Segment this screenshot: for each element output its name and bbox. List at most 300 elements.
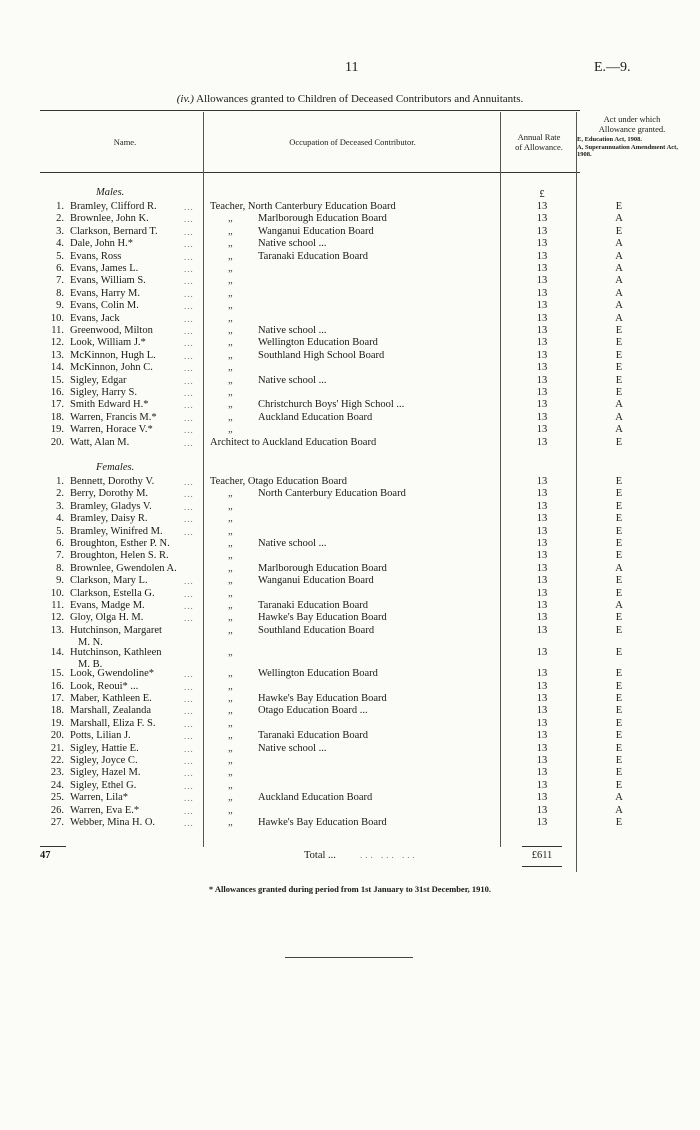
ditto-mark: „ bbox=[228, 488, 233, 500]
table-row bbox=[0, 817, 700, 829]
child-name-continuation: M. B. bbox=[78, 658, 103, 670]
row-number: 20. bbox=[50, 730, 64, 742]
ditto-mark: „ bbox=[228, 325, 233, 336]
act-code: E bbox=[615, 488, 623, 500]
act-code: E bbox=[615, 349, 623, 361]
child-name: Warren, Horace V.* bbox=[70, 424, 153, 436]
name-leader-dots: ... bbox=[184, 756, 194, 766]
child-name: Sigley, Harry S. bbox=[70, 387, 137, 398]
child-name: Evans, Madge M. bbox=[70, 600, 145, 611]
ditto-mark: „ bbox=[228, 575, 233, 587]
annual-rate: 13 bbox=[536, 562, 548, 574]
ditto-mark: „ bbox=[228, 424, 233, 436]
row-number: 2. bbox=[56, 213, 64, 225]
name-leader-dots: ... bbox=[184, 694, 194, 704]
table-row bbox=[0, 238, 700, 250]
occupation: Marlborough Education Board bbox=[258, 213, 387, 225]
name-leader-dots: ... bbox=[184, 718, 194, 729]
name-leader-dots: ... bbox=[184, 326, 194, 336]
row-number: 22. bbox=[50, 755, 64, 766]
child-name: Look, Reoui* ... bbox=[70, 680, 139, 692]
annual-rate: 13 bbox=[536, 755, 548, 766]
act-code: E bbox=[615, 325, 623, 336]
child-name: Evans, Colin M. bbox=[70, 300, 139, 312]
annual-rate: 13 bbox=[536, 804, 548, 816]
name-leader-dots: ... bbox=[184, 681, 194, 692]
act-code: E bbox=[615, 387, 623, 398]
total-amount-underline bbox=[522, 866, 562, 867]
child-name: Potts, Lilian J. bbox=[70, 730, 131, 742]
name-leader-dots: ... bbox=[184, 301, 194, 312]
table-row bbox=[0, 792, 700, 804]
table-row bbox=[0, 375, 700, 387]
child-name: Bennett, Dorothy V. bbox=[70, 476, 155, 487]
ditto-mark: „ bbox=[228, 238, 233, 250]
occupation: Wanganui Education Board bbox=[258, 225, 374, 237]
name-leader-dots: ... bbox=[184, 425, 194, 436]
table-top-rule bbox=[40, 110, 580, 111]
act-code: A bbox=[615, 300, 623, 312]
act-code: A bbox=[615, 263, 623, 274]
section-heading-females: Females. bbox=[96, 462, 135, 473]
name-leader-dots: ... bbox=[184, 264, 194, 274]
act-code: A bbox=[615, 424, 623, 436]
table-row bbox=[0, 681, 700, 693]
ditto-mark: „ bbox=[228, 287, 233, 299]
table-row bbox=[0, 424, 700, 436]
ditto-mark: „ bbox=[228, 680, 233, 692]
table-row bbox=[0, 743, 700, 755]
row-number: 17. bbox=[50, 399, 64, 411]
ditto-mark: „ bbox=[228, 337, 233, 349]
child-name: Hutchinson, Kathleen bbox=[70, 646, 162, 658]
name-leader-dots: ... bbox=[184, 437, 194, 448]
total-label: Total ... bbox=[304, 850, 336, 861]
name-leader-dots: ... bbox=[184, 251, 194, 262]
child-name: Webber, Mina H. O. bbox=[70, 817, 156, 828]
total-amount-rule bbox=[522, 846, 562, 847]
occupation: Native school ... bbox=[258, 538, 327, 549]
name-leader-dots: ... bbox=[184, 477, 194, 487]
act-code: E bbox=[615, 225, 623, 237]
child-name: Sigley, Hazel M. bbox=[70, 767, 141, 779]
table-row bbox=[0, 288, 700, 300]
table-row bbox=[0, 705, 700, 717]
ditto-mark: „ bbox=[228, 411, 233, 423]
act-code: E bbox=[615, 767, 623, 779]
annual-rate: 13 bbox=[536, 263, 548, 274]
row-number: 14. bbox=[50, 646, 64, 658]
footnote: * Allowances granted during period from 1st January to 31st December, 1910. bbox=[208, 884, 492, 894]
annual-rate: 13 bbox=[536, 742, 548, 754]
page-code: E.—9. bbox=[594, 60, 631, 75]
annual-rate: 13 bbox=[536, 349, 548, 361]
occupation: Wanganui Education Board bbox=[258, 575, 374, 587]
name-leader-dots: ... bbox=[184, 613, 194, 624]
name-leader-dots: ... bbox=[184, 412, 194, 423]
act-code: E bbox=[615, 362, 623, 374]
ditto-mark: „ bbox=[228, 312, 233, 324]
row-number: 3. bbox=[56, 225, 64, 237]
act-code: A bbox=[615, 399, 623, 411]
annual-rate: 13 bbox=[536, 476, 548, 487]
occupation: Native school ... bbox=[258, 325, 327, 336]
rate-header-line2: of Allowance. bbox=[515, 141, 563, 152]
table-row bbox=[0, 201, 700, 213]
end-rule bbox=[285, 957, 413, 958]
ditto-mark: „ bbox=[228, 730, 233, 742]
table-row bbox=[0, 780, 700, 792]
annual-rate: 13 bbox=[536, 513, 548, 525]
row-number: 10. bbox=[50, 587, 64, 599]
ditto-mark: „ bbox=[228, 612, 233, 624]
ditto-mark: „ bbox=[228, 213, 233, 225]
act-code: E bbox=[615, 525, 623, 537]
occupation: Taranaki Education Board bbox=[258, 730, 369, 742]
name-leader-dots: ... bbox=[184, 388, 194, 398]
row-number: 11. bbox=[51, 325, 64, 336]
ditto-mark: „ bbox=[228, 705, 233, 717]
act-code: E bbox=[615, 337, 623, 349]
rate-header-line1: Annual Rate bbox=[517, 132, 561, 142]
row-number: 4. bbox=[56, 238, 64, 250]
occupation: Hawke's Bay Education Board bbox=[258, 612, 387, 624]
child-name: Bramley, Daisy R. bbox=[70, 513, 148, 525]
act-code: E bbox=[615, 513, 623, 525]
row-number: 5. bbox=[56, 250, 64, 262]
table-row bbox=[0, 693, 700, 705]
occupation: Auckland Education Board bbox=[258, 411, 373, 423]
act-code: E bbox=[615, 730, 623, 742]
table-row bbox=[0, 476, 700, 488]
act-code: A bbox=[615, 287, 623, 299]
row-number: 6. bbox=[56, 538, 64, 549]
currency-symbol: £ bbox=[539, 189, 545, 200]
occupation: Auckland Education Board bbox=[258, 792, 373, 804]
annual-rate: 13 bbox=[536, 600, 548, 611]
table-row bbox=[0, 730, 700, 742]
child-name: Bramley, Winifred M. bbox=[70, 525, 163, 537]
row-number: 14. bbox=[50, 362, 64, 374]
annual-rate: 13 bbox=[536, 387, 548, 398]
ditto-mark: „ bbox=[228, 374, 233, 386]
annual-rate: 13 bbox=[536, 792, 548, 804]
annual-rate: 13 bbox=[536, 575, 548, 587]
column-header-name: Name. bbox=[113, 137, 137, 147]
row-number: 18. bbox=[50, 411, 64, 423]
table-row bbox=[0, 300, 700, 312]
occupation: Native school ... bbox=[258, 742, 327, 754]
name-leader-dots: ... bbox=[184, 276, 194, 287]
act-code: A bbox=[615, 804, 623, 816]
child-name: Clarkson, Estella G. bbox=[70, 587, 155, 599]
table-row bbox=[0, 588, 700, 600]
child-name: Warren, Francis M.* bbox=[70, 411, 157, 423]
annual-rate: 13 bbox=[536, 730, 548, 742]
row-number: 8. bbox=[56, 562, 64, 574]
annual-rate: 13 bbox=[536, 612, 548, 624]
ditto-mark: „ bbox=[228, 225, 233, 237]
table-row bbox=[0, 526, 700, 538]
row-number: 3. bbox=[56, 500, 64, 512]
table-row bbox=[0, 337, 700, 349]
act-code: E bbox=[615, 538, 623, 549]
table-row bbox=[0, 313, 700, 325]
child-name: Warren, Eva E.* bbox=[70, 804, 140, 816]
row-number: 6. bbox=[56, 263, 64, 274]
name-leader-dots: ... bbox=[184, 288, 194, 299]
table-row bbox=[0, 625, 700, 637]
act-code: E bbox=[615, 201, 623, 212]
row-number: 24. bbox=[50, 779, 64, 791]
annual-rate: 13 bbox=[536, 436, 548, 448]
table-row bbox=[0, 647, 700, 659]
caption-prefix: (iv.) bbox=[176, 93, 194, 105]
table-row bbox=[0, 513, 700, 525]
table-row bbox=[0, 538, 700, 550]
row-number: 12. bbox=[50, 337, 64, 349]
act-code: E bbox=[615, 624, 623, 636]
child-name: Evans, Jack bbox=[70, 312, 120, 324]
name-leader-dots: ... bbox=[184, 202, 194, 212]
row-number: 1. bbox=[56, 476, 64, 487]
child-name: Hutchinson, Margaret bbox=[70, 624, 162, 636]
child-name: Dale, John H.* bbox=[70, 238, 133, 250]
table-row bbox=[0, 251, 700, 263]
total-count: 47 bbox=[40, 850, 51, 861]
total-dots: ... ... ... bbox=[360, 850, 418, 860]
child-name: Brownlee, John K. bbox=[70, 213, 149, 225]
annual-rate: 13 bbox=[536, 817, 548, 828]
ditto-mark: „ bbox=[228, 668, 233, 680]
row-number: 18. bbox=[50, 705, 64, 717]
ditto-mark: „ bbox=[228, 804, 233, 816]
act-code: E bbox=[615, 693, 623, 704]
occupation: Teacher, North Canterbury Education Board bbox=[210, 201, 396, 212]
annual-rate: 13 bbox=[536, 275, 548, 287]
annual-rate: 13 bbox=[536, 587, 548, 599]
child-name: Berry, Dorothy M. bbox=[70, 488, 149, 500]
act-code: A bbox=[615, 250, 623, 262]
row-number: 13. bbox=[50, 349, 64, 361]
table-row bbox=[0, 501, 700, 513]
row-number: 27. bbox=[50, 817, 64, 828]
ditto-mark: „ bbox=[228, 587, 233, 599]
row-number: 17. bbox=[50, 693, 64, 704]
act-code: E bbox=[615, 705, 623, 717]
ditto-mark: „ bbox=[228, 562, 233, 574]
act-code: E bbox=[615, 646, 623, 658]
child-name: Marshall, Eliza F. S. bbox=[70, 717, 156, 729]
name-leader-dots: ... bbox=[184, 214, 194, 225]
annual-rate: 13 bbox=[536, 250, 548, 262]
row-number: 4. bbox=[56, 513, 64, 525]
annual-rate: 13 bbox=[536, 399, 548, 411]
occupation: Native school ... bbox=[258, 238, 327, 250]
page-number: 11 bbox=[345, 60, 359, 75]
row-number: 12. bbox=[50, 612, 64, 624]
name-leader-dots: ... bbox=[184, 514, 194, 525]
child-name: Evans, Ross bbox=[70, 250, 122, 262]
ditto-mark: „ bbox=[228, 362, 233, 374]
occupation: Southland High School Board bbox=[258, 349, 385, 361]
name-leader-dots: ... bbox=[184, 818, 194, 828]
ditto-mark: „ bbox=[228, 550, 233, 562]
child-name: Brownlee, Gwendolen A. bbox=[70, 562, 177, 574]
child-name: McKinnon, John C. bbox=[70, 362, 153, 374]
act-note-education: E, Education Act, 1908. bbox=[577, 135, 643, 143]
act-code: A bbox=[615, 411, 623, 423]
act-code: A bbox=[615, 312, 623, 324]
annual-rate: 13 bbox=[536, 680, 548, 692]
child-name: Smith Edward H.* bbox=[70, 399, 149, 411]
annual-rate: 13 bbox=[536, 411, 548, 423]
name-leader-dots: ... bbox=[184, 375, 194, 386]
column-header-occupation: Occupation of Deceased Contributor. bbox=[289, 137, 416, 147]
annual-rate: 13 bbox=[536, 767, 548, 779]
name-leader-dots: ... bbox=[184, 768, 194, 779]
annual-rate: 13 bbox=[536, 500, 548, 512]
act-header-line2: Allowance granted. bbox=[598, 123, 666, 134]
name-leader-dots: ... bbox=[184, 601, 194, 611]
act-code: E bbox=[615, 575, 623, 587]
child-name: Clarkson, Mary L. bbox=[70, 575, 148, 587]
ditto-mark: „ bbox=[228, 792, 233, 804]
table-row bbox=[0, 600, 700, 612]
row-number: 8. bbox=[56, 287, 64, 299]
row-number: 15. bbox=[50, 668, 64, 680]
ditto-mark: „ bbox=[228, 263, 233, 274]
ditto-mark: „ bbox=[228, 779, 233, 791]
child-name: Maber, Kathleen E. bbox=[70, 693, 152, 704]
row-number: 15. bbox=[50, 374, 64, 386]
child-name: Evans, Harry M. bbox=[70, 287, 140, 299]
act-code: E bbox=[615, 550, 623, 562]
occupation: Wellington Education Board bbox=[258, 337, 378, 349]
row-number: 7. bbox=[56, 550, 64, 562]
ditto-mark: „ bbox=[228, 387, 233, 398]
table-row bbox=[0, 275, 700, 287]
annual-rate: 13 bbox=[536, 550, 548, 562]
act-code: E bbox=[615, 668, 623, 680]
annual-rate: 13 bbox=[536, 525, 548, 537]
name-leader-dots: ... bbox=[184, 239, 194, 250]
act-code: E bbox=[615, 587, 623, 599]
annual-rate: 13 bbox=[536, 325, 548, 336]
act-code: A bbox=[615, 562, 623, 574]
name-leader-dots: ... bbox=[184, 576, 194, 587]
act-code: E bbox=[615, 680, 623, 692]
occupation: Hawke's Bay Education Board bbox=[258, 693, 387, 704]
ditto-mark: „ bbox=[228, 275, 233, 287]
child-name: Broughton, Helen S. R. bbox=[70, 550, 169, 562]
row-number: 23. bbox=[50, 767, 64, 779]
column-header-rate bbox=[505, 133, 573, 153]
act-note-superannuation: A, Superannuation Amendment Act, 1908. bbox=[577, 144, 678, 159]
table-row bbox=[0, 399, 700, 411]
table-row bbox=[0, 362, 700, 374]
act-code: E bbox=[615, 476, 623, 487]
child-name: Broughton, Esther P. N. bbox=[70, 538, 170, 549]
table-row bbox=[0, 387, 700, 399]
ditto-mark: „ bbox=[228, 817, 233, 828]
row-number: 26. bbox=[50, 804, 64, 816]
table-row bbox=[0, 550, 700, 562]
annual-rate: 13 bbox=[536, 488, 548, 500]
ditto-mark: „ bbox=[228, 525, 233, 537]
child-name: Marshall, Zealanda bbox=[70, 705, 152, 717]
ditto-mark: „ bbox=[228, 513, 233, 525]
occupation: North Canterbury Education Board bbox=[258, 488, 406, 500]
ditto-mark: „ bbox=[228, 767, 233, 779]
child-name: Sigley, Edgar bbox=[70, 374, 127, 386]
annual-rate: 13 bbox=[536, 374, 548, 386]
occupation: Taranaki Education Board bbox=[258, 600, 369, 611]
row-number: 20. bbox=[50, 436, 64, 448]
occupation: Hawke's Bay Education Board bbox=[258, 817, 387, 828]
act-code: E bbox=[615, 500, 623, 512]
row-number: 19. bbox=[50, 717, 64, 729]
caption-text: Allowances granted to Children of Deceased Contributors and Annuitants. bbox=[196, 93, 524, 105]
act-code: E bbox=[615, 742, 623, 754]
child-name: Bramley, Gladys V. bbox=[70, 500, 152, 512]
act-code: E bbox=[615, 817, 623, 828]
occupation: Southland Education Board bbox=[258, 624, 375, 636]
annual-rate: 13 bbox=[536, 705, 548, 717]
table-row bbox=[0, 226, 700, 238]
table-row bbox=[0, 718, 700, 730]
name-leader-dots: ... bbox=[184, 793, 194, 804]
annual-rate: 13 bbox=[536, 312, 548, 324]
child-name: Look, Gwendoline* bbox=[70, 668, 154, 680]
ditto-mark: „ bbox=[228, 538, 233, 549]
child-name: Bramley, Clifford R. bbox=[70, 201, 157, 212]
child-name: Gloy, Olga H. M. bbox=[70, 612, 144, 624]
table-row bbox=[0, 350, 700, 362]
child-name: Watt, Alan M. bbox=[70, 436, 130, 448]
act-code: E bbox=[615, 755, 623, 766]
name-leader-dots: ... bbox=[184, 706, 194, 717]
table-row bbox=[0, 767, 700, 779]
annual-rate: 13 bbox=[536, 362, 548, 374]
name-leader-dots: ... bbox=[184, 350, 194, 361]
annual-rate: 13 bbox=[536, 287, 548, 299]
occupation: Architect to Auckland Education Board bbox=[210, 436, 377, 448]
row-number: 10. bbox=[50, 312, 64, 324]
name-leader-dots: ... bbox=[184, 526, 194, 537]
occupation: Teacher, Otago Education Board bbox=[210, 476, 348, 487]
name-leader-dots: ... bbox=[184, 313, 194, 324]
child-name: Clarkson, Bernard T. bbox=[70, 225, 158, 237]
annual-rate: 13 bbox=[536, 779, 548, 791]
annual-rate: 13 bbox=[536, 300, 548, 312]
occupation: Otago Education Board ... bbox=[258, 705, 368, 717]
act-code: E bbox=[615, 436, 623, 448]
child-name: Greenwood, Milton bbox=[70, 325, 153, 336]
ditto-mark: „ bbox=[228, 250, 233, 262]
row-number: 5. bbox=[56, 525, 64, 537]
child-name: Sigley, Joyce C. bbox=[70, 755, 138, 766]
row-number: 19. bbox=[50, 424, 64, 436]
name-leader-dots: ... bbox=[184, 501, 194, 512]
child-name: Evans, William S. bbox=[70, 275, 146, 287]
table-row bbox=[0, 488, 700, 500]
total-count-rule bbox=[40, 846, 66, 847]
name-leader-dots: ... bbox=[184, 743, 194, 754]
annual-rate: 13 bbox=[536, 646, 548, 658]
act-code: A bbox=[615, 275, 623, 287]
name-leader-dots: ... bbox=[184, 780, 194, 791]
